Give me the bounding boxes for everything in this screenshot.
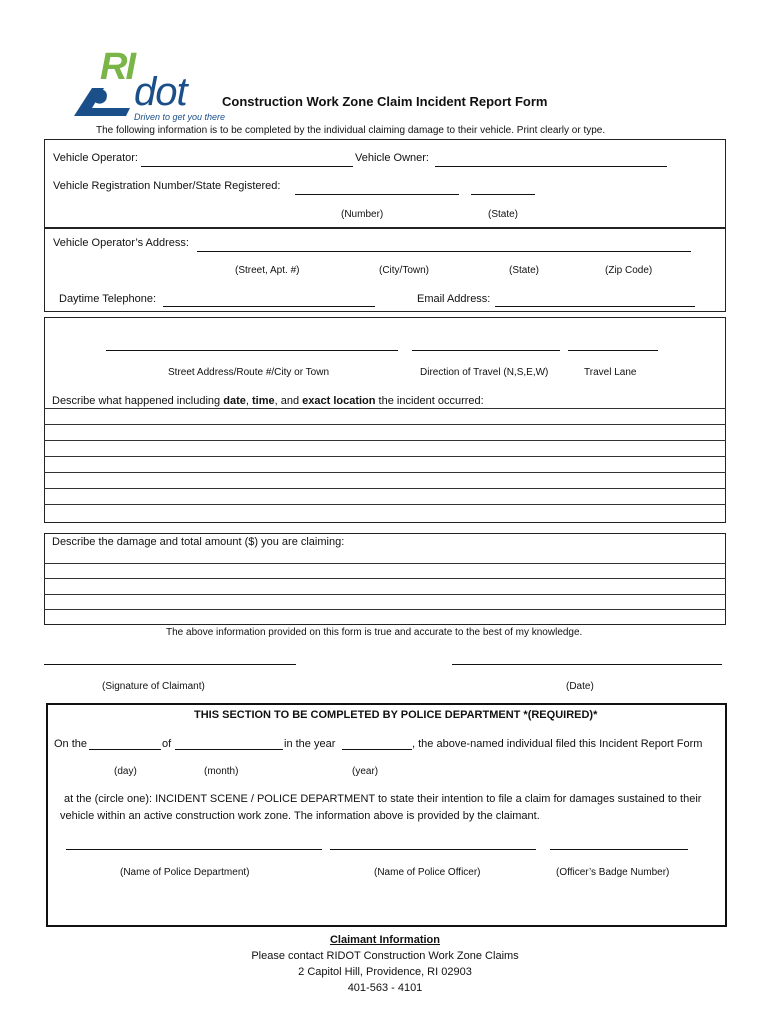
address-section	[44, 228, 726, 312]
street-route-caption: Street Address/Route #/City or Town	[168, 367, 330, 378]
badge-number-caption: (Officer’s Badge Number)	[556, 867, 670, 878]
date-caption: (Date)	[566, 681, 594, 692]
contact-heading: Claimant Information	[329, 934, 440, 946]
police-officer-caption: (Name of Police Officer)	[374, 867, 481, 878]
police-department-caption: (Name of Police Department)	[120, 867, 250, 878]
incident-line[interactable]	[44, 504, 726, 505]
email-field[interactable]	[495, 306, 695, 307]
filed-text: , the above-named individual filed this Incident Report Form	[412, 738, 703, 750]
signature-caption: (Signature of Claimant)	[102, 681, 205, 692]
describe-comma: ,	[245, 395, 252, 407]
describe-exact-location: exact location	[302, 395, 376, 407]
describe-post: the incident occurred:	[375, 395, 484, 407]
registration-label: Vehicle Registration Number/State Registered:	[53, 180, 281, 192]
signature-field[interactable]	[44, 664, 296, 665]
damage-line[interactable]	[44, 609, 726, 610]
on-the-label: On the	[54, 738, 88, 750]
state-caption-2: (State)	[509, 265, 540, 276]
police-officer-field[interactable]	[330, 849, 536, 850]
describe-date: date	[223, 395, 246, 407]
incident-line[interactable]	[44, 424, 726, 425]
street-route-field[interactable]	[106, 350, 398, 351]
day-caption: (day)	[114, 766, 137, 777]
city-caption: (City/Town)	[379, 265, 430, 276]
form-title: Construction Work Zone Claim Incident Report Form	[222, 94, 548, 109]
phone-field[interactable]	[163, 306, 375, 307]
address-field[interactable]	[197, 251, 691, 252]
contact-line1: Please contact RIDOT Construction Work Zone Claims	[251, 950, 519, 962]
damage-line[interactable]	[44, 563, 726, 564]
logo-ri: RI	[100, 46, 134, 88]
lane-field[interactable]	[568, 350, 658, 351]
logo-dot: dot	[134, 70, 187, 114]
vehicle-owner-field[interactable]	[435, 166, 667, 167]
vehicle-operator-field[interactable]	[141, 166, 353, 167]
logo-tagline: Driven to get you there	[134, 112, 226, 122]
describe-incident-label	[52, 395, 484, 407]
month-field[interactable]	[175, 749, 283, 750]
zip-caption: (Zip Code)	[605, 265, 653, 276]
circle-one-text-line2: vehicle within an active construction work zone. The information above is provided by the claimant.	[60, 810, 540, 822]
year-field[interactable]	[342, 749, 412, 750]
contact-line2: 2 Capitol Hill, Providence, RI 02903	[298, 966, 472, 978]
street-caption: (Street, Apt. #)	[235, 265, 300, 276]
describe-and: , and	[274, 395, 303, 407]
police-department-field[interactable]	[66, 849, 322, 850]
vehicle-owner-label: Vehicle Owner:	[355, 152, 429, 164]
year-caption: (year)	[352, 766, 379, 777]
incident-line[interactable]	[44, 456, 726, 457]
damage-line[interactable]	[44, 594, 726, 595]
in-the-year-label: in the year	[284, 738, 336, 750]
contact-phone: 401-563 - 4101	[347, 982, 423, 994]
incident-line[interactable]	[44, 440, 726, 441]
vehicle-info-section	[44, 139, 726, 228]
phone-label: Daytime Telephone:	[59, 293, 157, 305]
circle-one-text-line1: at the (circle one): INCIDENT SCENE / POLICE DEPARTMENT to state their intention to file a claim for damages sustained to their	[64, 793, 702, 805]
state-caption: (State)	[488, 209, 519, 220]
address-label: Vehicle Operator’s Address:	[53, 237, 189, 249]
describe-time: time	[251, 395, 275, 407]
month-caption: (month)	[204, 766, 239, 777]
form-instructions: The following information is to be completed by the individual claiming damage to their vehicle. Print clearly or type.	[96, 125, 606, 136]
direction-caption: Direction of Travel (N,S,E,W)	[420, 367, 549, 378]
incident-line[interactable]	[44, 408, 726, 409]
describe-pre: Describe what happened including	[52, 395, 224, 407]
direction-field[interactable]	[412, 350, 560, 351]
incident-line[interactable]	[44, 472, 726, 473]
lane-caption: Travel Lane	[584, 367, 637, 378]
registration-number-field[interactable]	[295, 194, 459, 195]
registration-state-field[interactable]	[471, 194, 535, 195]
damage-line[interactable]	[44, 578, 726, 579]
of-label: of	[162, 738, 172, 750]
attestation-text: The above information provided on this form is true and accurate to the best of my knowledge.	[166, 627, 583, 638]
date-field[interactable]	[452, 664, 722, 665]
incident-section	[44, 317, 726, 523]
damage-label: Describe the damage and total amount ($) you are claiming:	[52, 536, 345, 548]
email-label: Email Address:	[417, 293, 491, 305]
contact-block	[185, 932, 585, 996]
day-field[interactable]	[89, 749, 161, 750]
police-heading: THIS SECTION TO BE COMPLETED BY POLICE DEPARTMENT *(REQUIRED)*	[194, 709, 598, 721]
number-caption: (Number)	[341, 209, 384, 220]
ridot-logo	[70, 46, 226, 124]
badge-number-field[interactable]	[550, 849, 688, 850]
incident-line[interactable]	[44, 488, 726, 489]
vehicle-operator-label: Vehicle Operator:	[53, 152, 138, 164]
